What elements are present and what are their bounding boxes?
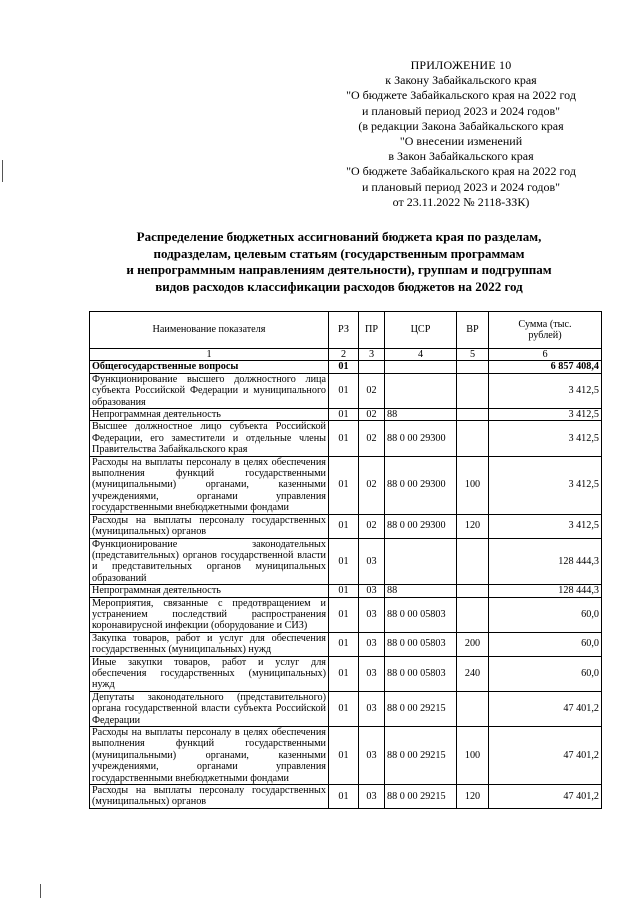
row-sum: 60,0 (489, 632, 602, 656)
row-csr: 88 (385, 585, 457, 597)
header-rz: РЗ (329, 312, 359, 349)
row-pr: 03 (359, 727, 385, 785)
row-pr: 02 (359, 456, 385, 514)
row-rz: 01 (329, 361, 359, 373)
row-csr: 88 0 00 29300 (385, 514, 457, 538)
row-name: Непрограммная деятельность (90, 585, 329, 597)
row-csr (385, 538, 457, 585)
row-csr: 88 0 00 05803 (385, 632, 457, 656)
row-rz: 01 (329, 785, 359, 809)
row-vr: 100 (457, 727, 489, 785)
header-csr: ЦСР (385, 312, 457, 349)
row-pr: 02 (359, 421, 385, 456)
row-name: Мероприятия, связанные с предотвращением и устранением последствий распространения коронавирусной инфекции (оборудование и СИЗ) (90, 597, 329, 632)
row-csr: 88 0 00 29215 (385, 727, 457, 785)
row-vr: 120 (457, 514, 489, 538)
row-rz: 01 (329, 727, 359, 785)
row-vr: 240 (457, 656, 489, 691)
row-pr (359, 361, 385, 373)
row-pr: 03 (359, 691, 385, 726)
row-sum: 3 412,5 (489, 514, 602, 538)
table-row (90, 632, 602, 656)
row-name: Функционирование законодательных (представительных) органов государственной власти и представительных органов муниципальных образований (90, 538, 329, 585)
row-rz: 01 (329, 597, 359, 632)
annex-line: "О внесении изменений (399, 134, 523, 149)
row-sum: 3 412,5 (489, 373, 602, 408)
table-row (90, 373, 602, 408)
table-row (90, 785, 602, 809)
table-row (90, 361, 602, 373)
row-sum: 60,0 (489, 597, 602, 632)
row-pr: 02 (359, 373, 385, 408)
row-name: Расходы на выплаты персоналу государственных (муниципальных) органов (90, 785, 329, 809)
table-header-row (90, 312, 602, 349)
title-line: подразделам, целевым статьям (государственным программам (153, 245, 525, 261)
row-name: Депутаты законодательного (представительного) органа государственной власти субъекта Российской Федерации (90, 691, 329, 726)
row-vr (457, 373, 489, 408)
row-name: Иные закупки товаров, работ и услуг для обеспечения государственных (муниципальных) нужд (90, 656, 329, 691)
row-csr (385, 373, 457, 408)
annex-line: и плановый период 2023 и 2024 годов" (361, 179, 561, 194)
row-sum: 6 857 408,4 (489, 361, 602, 373)
column-number: 2 (329, 349, 359, 361)
row-pr: 02 (359, 409, 385, 421)
row-vr (457, 409, 489, 421)
row-rz: 01 (329, 373, 359, 408)
column-number-row (90, 349, 602, 361)
row-rz: 01 (329, 656, 359, 691)
row-name: Высшее должностное лицо субъекта Российской Федерации, его заместители и отдельные члены Правительства Забайкальского края (90, 421, 329, 456)
row-pr: 03 (359, 597, 385, 632)
table-row (90, 585, 602, 597)
row-pr: 03 (359, 632, 385, 656)
row-vr (457, 361, 489, 373)
row-csr: 88 0 00 29300 (385, 456, 457, 514)
header-sum: Сумма (тыс. рублей) (489, 312, 602, 349)
row-vr (457, 421, 489, 456)
annex-line: и плановый период 2023 и 2024 годов" (361, 103, 561, 118)
annex-line: в Закон Забайкальского края (388, 149, 534, 164)
row-pr: 03 (359, 585, 385, 597)
row-sum: 3 412,5 (489, 456, 602, 514)
row-pr: 02 (359, 514, 385, 538)
row-pr: 03 (359, 538, 385, 585)
header-name: Наименование показателя (90, 312, 329, 349)
row-vr: 100 (457, 456, 489, 514)
annex-header (330, 58, 592, 210)
header-vr: ВР (457, 312, 489, 349)
row-csr: 88 0 00 29215 (385, 785, 457, 809)
annex-line: ПРИЛОЖЕНИЕ 10 (410, 58, 512, 72)
scan-mark (40, 884, 41, 898)
row-name: Закупка товаров, работ и услуг для обеспечения государственных (муниципальных) нужд (90, 632, 329, 656)
row-csr: 88 0 00 05803 (385, 656, 457, 691)
table-row (90, 409, 602, 421)
row-csr (385, 361, 457, 373)
table-row (90, 597, 602, 632)
row-vr: 120 (457, 785, 489, 809)
row-name: Непрограммная деятельность (90, 409, 329, 421)
row-rz: 01 (329, 632, 359, 656)
table-row (90, 514, 602, 538)
row-name: Функционирование высшего должностного лица субъекта Российской Федерации и муниципального образования (90, 373, 329, 408)
row-csr: 88 0 00 05803 (385, 597, 457, 632)
title-line: и непрограммным направлениям деятельности), группам и подгруппам (126, 262, 552, 278)
row-name: Расходы на выплаты персоналу государственных (муниципальных) органов (90, 514, 329, 538)
row-pr: 03 (359, 785, 385, 809)
row-name: Общегосударственные вопросы (90, 361, 329, 373)
annex-line: "О бюджете Забайкальского края на 2022 год (346, 88, 576, 103)
title-line: видов расходов классификации расходов бюджетов на 2022 год (155, 278, 523, 294)
row-name: Расходы на выплаты персоналу в целях обеспечения выполнения функций государственными (муниципальными) органами, казенными учреждениями, органами управления государственными внебюджетными фондами (90, 456, 329, 514)
column-number: 1 (90, 349, 329, 361)
row-csr: 88 0 00 29215 (385, 691, 457, 726)
row-csr: 88 0 00 29300 (385, 421, 457, 456)
table-row (90, 727, 602, 785)
row-vr (457, 538, 489, 585)
row-rz: 01 (329, 514, 359, 538)
document-title (96, 229, 582, 295)
column-number: 5 (457, 349, 489, 361)
row-sum: 47 401,2 (489, 727, 602, 785)
row-sum: 128 444,3 (489, 585, 602, 597)
annex-line: от 23.11.2022 № 2118-ЗЗК) (392, 194, 530, 209)
row-sum: 128 444,3 (489, 538, 602, 585)
annex-line: "О бюджете Забайкальского края на 2022 год (346, 164, 576, 179)
table-row (90, 421, 602, 456)
row-sum: 3 412,5 (489, 421, 602, 456)
row-sum: 47 401,2 (489, 691, 602, 726)
row-sum: 47 401,2 (489, 785, 602, 809)
row-rz: 01 (329, 538, 359, 585)
row-sum: 60,0 (489, 656, 602, 691)
table-row (90, 691, 602, 726)
annex-line: к Закону Забайкальского края (385, 73, 537, 88)
row-vr (457, 585, 489, 597)
annex-line: (в редакции Закона Забайкальского края (358, 118, 564, 133)
row-vr (457, 691, 489, 726)
row-name: Расходы на выплаты персоналу в целях обеспечения выполнения функций государственными (муниципальными) органами, казенными учреждениями, органами управления государственными внебюджетными фондами (90, 727, 329, 785)
row-rz: 01 (329, 691, 359, 726)
column-number: 3 (359, 349, 385, 361)
budget-table (89, 311, 602, 809)
title-line: Распределение бюджетных ассигнований бюджета края по разделам, (136, 229, 542, 244)
table-row (90, 538, 602, 585)
column-number: 4 (385, 349, 457, 361)
header-pr: ПР (359, 312, 385, 349)
row-csr: 88 (385, 409, 457, 421)
row-vr (457, 597, 489, 632)
table-row (90, 656, 602, 691)
row-sum: 3 412,5 (489, 409, 602, 421)
row-rz: 01 (329, 585, 359, 597)
row-pr: 03 (359, 656, 385, 691)
row-rz: 01 (329, 421, 359, 456)
scan-mark (2, 160, 3, 182)
row-rz: 01 (329, 456, 359, 514)
row-rz: 01 (329, 409, 359, 421)
row-vr: 200 (457, 632, 489, 656)
column-number: 6 (489, 349, 602, 361)
table-row (90, 456, 602, 514)
